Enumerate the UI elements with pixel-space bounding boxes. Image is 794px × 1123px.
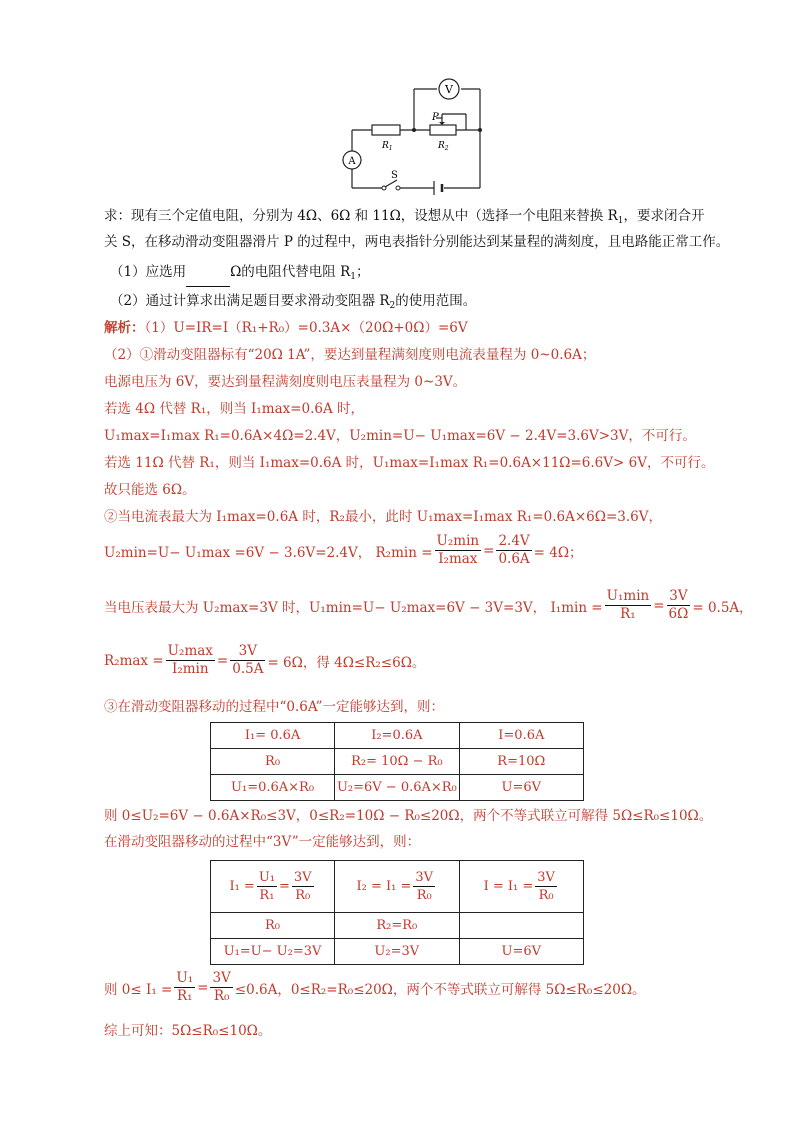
r1-label: $R_1$: [382, 141, 393, 152]
switch-label: S: [391, 170, 398, 181]
question-part2: （2）通过计算求出满足题目要求滑动变阻器 $R_2$的使用范围。: [110, 293, 477, 311]
rheostat-r2: [430, 125, 456, 135]
solution-line12: ③在滑动变阻器移动的过程中“0.6A”一定能够达到，则：: [104, 699, 445, 715]
table-row: I₁= 0.6A I₂=0.6A I=0.6A: [211, 723, 584, 749]
solution-line3: 电源电压为 6V，要达到量程满刻度则电压表量程为 0~3V。: [104, 374, 467, 390]
voltmeter-label: V: [445, 83, 453, 96]
table-row: R₀ R₂= 10Ω − R₀ R=10Ω: [211, 749, 584, 775]
table-row: U₁=0.6A×R₀ U₂=6V − 0.6A×R₀ U=6V: [211, 775, 584, 801]
r2-label: $R_2$: [438, 141, 449, 152]
ammeter-label: A: [348, 156, 356, 167]
solution-line9: U₂min=U− U₁max =6V − 3.6V=2.4V， R₂min = $\frac{\text{U₂min}}{\text{I₂max}}$ = $\frac{2.4V}{0.6A}$ = 4Ω；: [104, 533, 583, 567]
question-intro-line2: 关 S，在移动滑动变阻器滑片 P 的过程中，两电表指针分别能达到某量程的满刻度，且电路能正常工作。: [104, 234, 730, 250]
solution-line13: 则 0≤U₂=6V − 0.6A×R₀≤3V，0≤R₂=10Ω − R₀≤20Ω，两个不等式联立可解得 5Ω≤R₀≤10Ω。: [104, 808, 713, 824]
table-voltage: [210, 860, 584, 965]
solution-line8: ②当电流表最大为 I₁max=0.6A 时，R₂最小，此时 U₁max=I₁max R₁=0.6A×6Ω=3.6V，: [104, 509, 662, 525]
solution-line14: 在滑动变阻器移动的过程中“3V”一定能够达到，则：: [104, 834, 421, 850]
solution-line1: 解析：（1）U=IR=I（R₁+R₀）=0.3A×（20Ω+0Ω）=6V: [104, 320, 468, 336]
table-row: R₀ R₂=R₀: [211, 913, 584, 939]
answer-blank: [186, 272, 230, 287]
solution-line10: 当电压表最大为 U₂max=3V 时，U₁min=U− U₂max=6V − 3V=3V， I₁min = $\frac{\text{U₁min}}{\text{R₁}}$ = $\frac{3V}{6\Omega}$ = 0.5A，: [104, 588, 753, 622]
solution-line2: （2）①滑动变阻器标有“20Ω 1A”，要达到量程满刻度则电流表量程为 0~0.6A；: [104, 347, 596, 363]
question-intro-line1: 求：现有三个定值电阻，分别为 4Ω、6Ω 和 11Ω，设想从中（选择一个电阻来替换 $R_1$，要求闭合开: [104, 208, 705, 226]
question-part1: （1）应选用 Ω的电阻代替电阻 $R_1$；: [110, 262, 369, 287]
switch-icon: [382, 180, 400, 190]
circuit-diagram: [336, 78, 496, 198]
solution-line11: R₂max = $\frac{\text{U₂max}}{\text{I₂min}}$ = $\frac{3V}{0.5A}$ = 6Ω，得 4Ω≤R₂≤6Ω。: [104, 643, 426, 677]
solution-label: 解析：: [104, 320, 145, 336]
battery-icon: [434, 181, 442, 195]
solution-line4: 若选 4Ω 代替 R₁，则当 I₁max=0.6A 时，: [104, 401, 365, 417]
resistor-r1: [372, 125, 400, 135]
solution-line5: U₁max=I₁max R₁=0.6A×4Ω=2.4V，U₂min=U− U₁max=6V − 2.4V=3.6V>3V，不可行。: [104, 428, 696, 444]
solution-line7: 故只能选 6Ω。: [104, 482, 196, 498]
slider-label: P: [432, 112, 439, 123]
table-row: I₁ = $\frac{\text{U₁}}{\text{R₁}}$ = $\frac{3V}{\text{R₀}}$ I₂ = I₁ = $\frac{3V}{\text{R₀}}$ I = I₁ = $\frac{3V}{\text{R₀}}$: [211, 861, 584, 913]
table-row: U₁=U− U₂=3V U₂=3V U=6V: [211, 939, 584, 965]
solution-conclusion: 综上可知：5Ω≤R₀≤10Ω。: [104, 1023, 272, 1039]
table-current: [210, 722, 584, 801]
solution-line15: 则 0≤ I₁ = $\frac{\text{U₁}}{\text{R₁}}$ = $\frac{3V}{\text{R₀}}$ ≤0.6A，0≤R₂=R₀≤20Ω，两个不等式联立可解得 5Ω≤R₀≤20Ω。: [104, 970, 646, 1004]
solution-line6: 若选 11Ω 代替 R₁，则当 I₁max=0.6A 时，U₁max=I₁max R₁=0.6A×11Ω=6.6V> 6V，不可行。: [104, 455, 715, 471]
